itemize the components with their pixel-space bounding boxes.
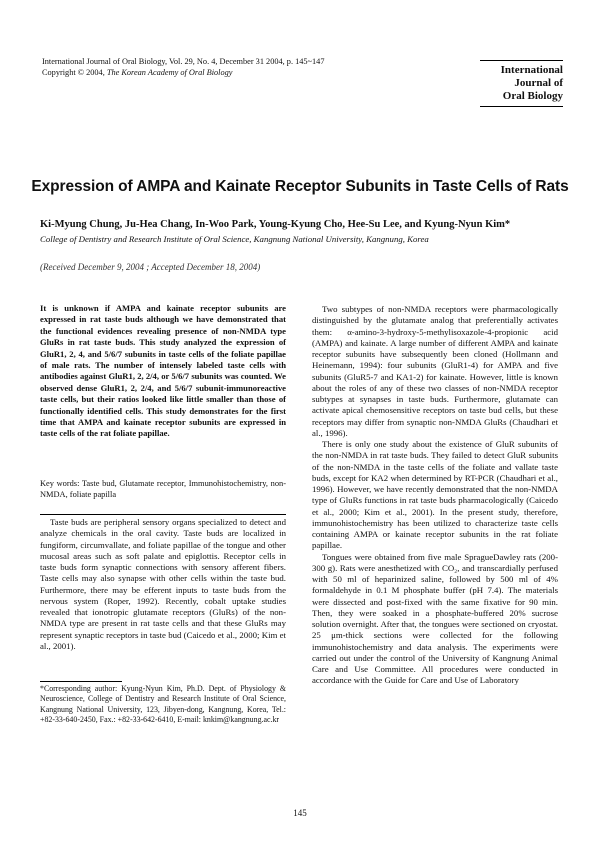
journal-name-box: [480, 60, 563, 107]
keywords-text: Taste bud, Glutamate receptor, Immunohistochemistry, non-NMDA, foliate papilla: [40, 479, 286, 500]
publisher-name: The Korean Academy of Oral Biology: [106, 68, 233, 77]
paragraph: Two subtypes of non-NMDA receptors were pharmacologically distinguished by the glutamate analog that preferentially activates them: α-amino-3-hydroxy-5-methylisoxazole-4-propionic acid (AMPA) and kainate. A large number of different AMPA and kainate receptor subunits have subsequently been cloned (Hollmann and Heinemann, 1994): four subunits (GluR1-4) for AMPA and five subunits (GluR5-7 and KA1-2) for kainate. However, little is known about the roles of any of these two classes of non-NMDA receptor subtypes at synapses in taste buds. Furthermore, glutamate can activate apical chemosensitive receptors on taste bud cells, but these receptors may differ from synaptic non-NMDA GluRs (Chaudhari et al., 1996).: [312, 304, 558, 438]
keywords: [40, 478, 286, 500]
citation-line-2: [42, 67, 402, 78]
copyright-text: Copyright © 2004,: [42, 68, 107, 77]
page-number: 145: [293, 808, 307, 818]
keywords-label: Key words:: [40, 479, 80, 488]
authors: Ki-Myung Chung, Ju-Hea Chang, In-Woo Park, Young-Kyung Cho, Hee-Su Lee, and Kyung-Nyun Kim*: [40, 219, 511, 230]
right-column: [312, 304, 558, 687]
affiliation: College of Dentistry and Research Institute of Oral Science, Kangnung National University, Kangnung, Korea: [40, 234, 429, 244]
journal-citation: [42, 56, 402, 78]
journal-box-line: Oral Biology: [502, 90, 563, 102]
paragraph: Tongues were obtained from five male SpragueDawley rats (200-300 g). Rats were anesthetized with CO₂, and transcardially perfused with 50 ml of heparinized saline, followed by 500 ml of 4% formaldehyde in 0.1 M phosphate buffer (pH 7.4). The materials were dissected and post-fixed with the same fixative for 90 min. Then, they were soaked in a phosphate-buffered 20% sucrose solution overnight. After that, the tongues were sectioned on cryostat. 25 μm-thick sections were collected for the following immunohistochemistry and data analysis. The experiments were carried out under the control of the University of Kangnung Animal Care and Use Committee. All procedures were conducted in accordance with the Guide for Care and Use of Laboratory: [312, 551, 558, 686]
abstract: It is unknown if AMPA and kainate receptor subunits are expressed in rat taste buds although we have demonstrated that the functional evidences revealing presence of non-NMDA type GluRs in rat taste buds. This study analyzed the expression of GluR1, 2, 4, and 5/6/7 subunits in taste cells of the foliate papillae of male rats. The number of intensely labeled taste cells with antibodies against GluR1, 2, 2/4, or 5/6/7 subunits was counted. We observed dense GluR1, 2, 2/4, and 5/6/7 subunit-immunoreactive taste cells, but their ratios looked like little smaller than those of functionally identified cells. This study demonstrates for the first time that AMPA and kainate receptor subunits are expressed in taste cells of the rat foliate papillae.: [40, 303, 286, 439]
intro-paragraph-left: [40, 517, 286, 652]
section-divider: [40, 514, 286, 515]
received-dates: (Received December 9, 2004 ; Accepted December 18, 2004): [40, 262, 261, 272]
paragraph: There is only one study about the existence of GluR subunits of the non-NMDA in rat taste buds. They failed to detect GluR subunits of the non-NMDA in the taste cells of the foliate and vallate taste buds, except for KA2 when determined by RT-PCR (Chaudhari et al., 1996). However, we have recently demonstrated that the non-NMDA type of GluRs functions in rat taste buds pharmacologically (Caicedo et al., 2000; Kim et al., 2001). In the present study, therefore, immunohistochemistry has been utilized to characterize taste cells containing AMPA or kainate receptor subunits in the rat foliate papillae.: [312, 439, 558, 551]
paragraph: Taste buds are peripheral sensory organs specialized to detect and analyze chemicals in the oral cavity. Taste buds are localized in fungiform, circumvallate, and foliate papillae of the tongue and other mucosal areas such as soft palate and epiglottis. Receptor cells in taste buds form synaptic connections with sensory afferent fibers. Taste cells may also synapse with other cells within the taste bud. Furthermore, there may be efferent inputs to taste buds from the nervous system (Roper, 1992). Recently, cobalt uptake studies revealed that ionotropic glutamate receptors (GluRs) of the non-NMDA type are present in rat taste cells and that these GluRs may represent synaptic receptors in taste bud (Caicedo et al., 2000; Kim et al., 2001).: [40, 517, 286, 651]
citation-line-1: International Journal of Oral Biology, Vol. 29, No. 4, December 31 2004, p. 145~147: [42, 57, 325, 66]
footnote-divider: [40, 681, 122, 682]
journal-box-line: International: [500, 64, 563, 76]
journal-box-line: Journal of: [514, 77, 563, 89]
article-title: Expression of AMPA and Kainate Receptor Subunits in Taste Cells of Rats: [31, 178, 569, 195]
corresponding-author-footnote: *Corresponding author: Kyung-Nyun Kim, Ph.D. Dept. of Physiology & Neuroscience, College of Dentistry and Research Institute of Oral Science, Kangnung National University, 123, Jibyen-dong, Kangnung, Korea, Tel.: +82-33-640-2450, Fax.: +82-33-642-6410, E-mail: knkim@kangnung.ac.kr: [40, 684, 286, 725]
